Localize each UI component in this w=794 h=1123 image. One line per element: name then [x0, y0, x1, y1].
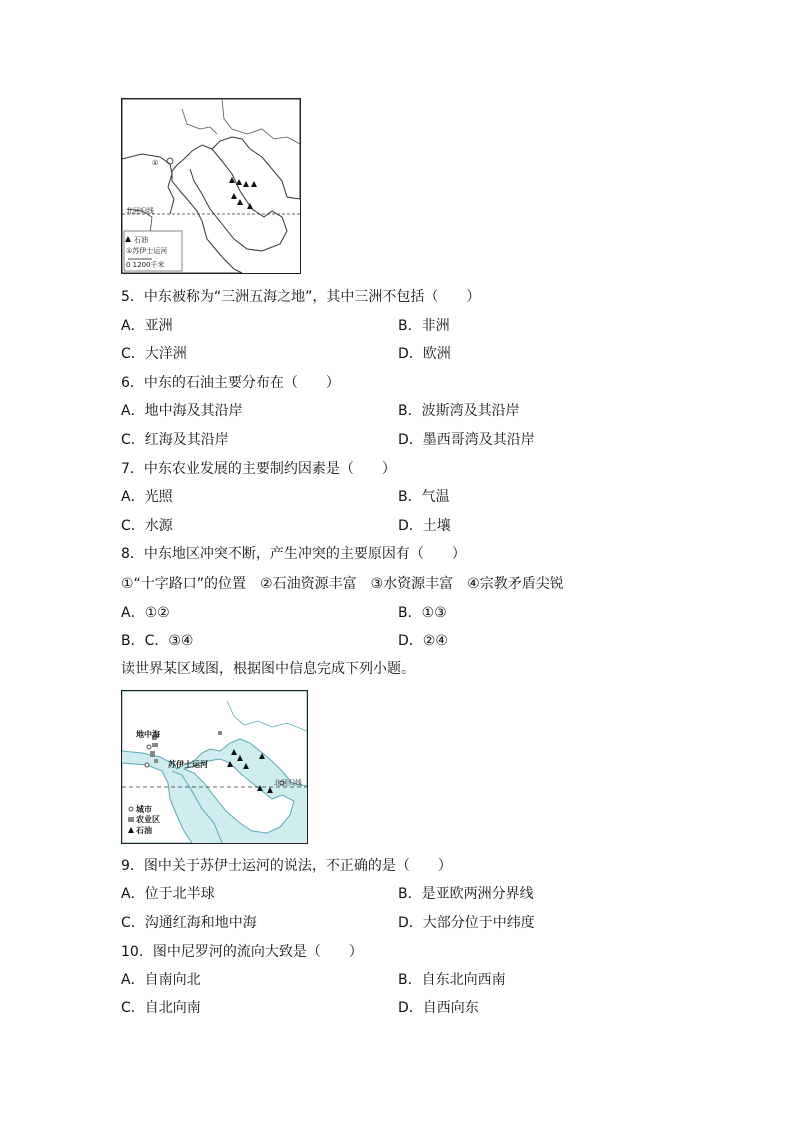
q8-option-b[interactable]: B．①③	[398, 605, 447, 621]
suez-canal-label: 苏伊士运河	[168, 760, 208, 769]
q10-option-b[interactable]: B．自东北向西南	[398, 972, 506, 988]
tropic-label: 北回归线	[126, 207, 154, 215]
q9-option-a[interactable]: A．位于北半球	[121, 886, 215, 902]
q7-option-a[interactable]: A．光照	[121, 489, 173, 505]
middle-east-map-2	[121, 690, 308, 844]
q9-option-b[interactable]: B．是亚欧两洲分界线	[398, 886, 534, 902]
q6-option-d[interactable]: D．墨西哥湾及其沿岸	[398, 432, 535, 448]
map-2-drawing	[122, 691, 307, 843]
q6-option-c[interactable]: C．红海及其沿岸	[121, 432, 229, 448]
q8-option-a[interactable]: A．①②	[121, 605, 170, 621]
q5-option-d[interactable]: D．欧洲	[398, 346, 451, 362]
q10-stem: 10．图中尼罗河的流向大致是（ ）	[121, 944, 363, 960]
city-legend-icon	[129, 807, 133, 811]
q5-option-a[interactable]: A．亚洲	[121, 318, 173, 334]
q6-option-b[interactable]: B．波斯湾及其沿岸	[398, 403, 520, 419]
q9-option-c[interactable]: C．沟通红海和地中海	[121, 915, 257, 931]
section-intro: 读世界某区域图，根据图中信息完成下列小题。	[121, 661, 415, 677]
q7-option-b[interactable]: B．气温	[398, 489, 450, 505]
legend-oil-label: 石油	[134, 236, 148, 244]
q7-option-c[interactable]: C．水源	[121, 518, 173, 534]
q6-stem: 6．中东的石油主要分布在（ ）	[121, 375, 340, 391]
q6-option-a[interactable]: A．地中海及其沿岸	[121, 403, 243, 419]
q5-option-b[interactable]: B．非洲	[398, 318, 450, 334]
legend-oil-label-2: 石油	[136, 826, 152, 835]
q8-stem: 8．中东地区冲突不断，产生冲突的主要原因有（ ）	[121, 546, 466, 562]
map-2-tropic-label: 北回归线	[274, 779, 302, 787]
suez-marker-label: ①	[152, 159, 159, 167]
q10-option-d[interactable]: D．自西向东	[398, 1000, 479, 1016]
q8-option-c[interactable]: B．C．③④	[121, 633, 194, 649]
q7-option-d[interactable]: D．土壤	[398, 518, 451, 534]
q5-stem: 5．中东被称为“三洲五海之地”，其中三洲不包括（ ）	[121, 289, 481, 305]
scale-label: 0 1200千米	[126, 261, 165, 269]
legend-agri-label: 农业区	[136, 815, 160, 824]
q8-items: ①“十字路口”的位置 ②石油资源丰富 ③水资源丰富 ④宗教矛盾尖锐	[121, 576, 564, 592]
q9-option-d[interactable]: D．大部分位于中纬度	[398, 915, 535, 931]
agri-legend-icon	[128, 817, 134, 822]
middle-east-map-1	[121, 98, 301, 274]
legend-city-label: 城市	[136, 805, 152, 814]
q7-stem: 7．中东农业发展的主要制约因素是（ ）	[121, 461, 396, 477]
q10-option-a[interactable]: A．自南向北	[121, 972, 201, 988]
q9-stem: 9．图中关于苏伊士运河的说法，不正确的是（ ）	[121, 858, 452, 874]
map-1-drawing	[122, 99, 300, 273]
legend-canal-label: ①苏伊士运河	[126, 247, 168, 255]
oil-markers	[229, 177, 257, 209]
mediterranean-label: 地中海	[136, 730, 160, 739]
q10-option-c[interactable]: C．自北向南	[121, 1000, 201, 1016]
q5-option-c[interactable]: C．大洋洲	[121, 346, 187, 362]
q8-option-d[interactable]: D．②④	[398, 633, 448, 649]
